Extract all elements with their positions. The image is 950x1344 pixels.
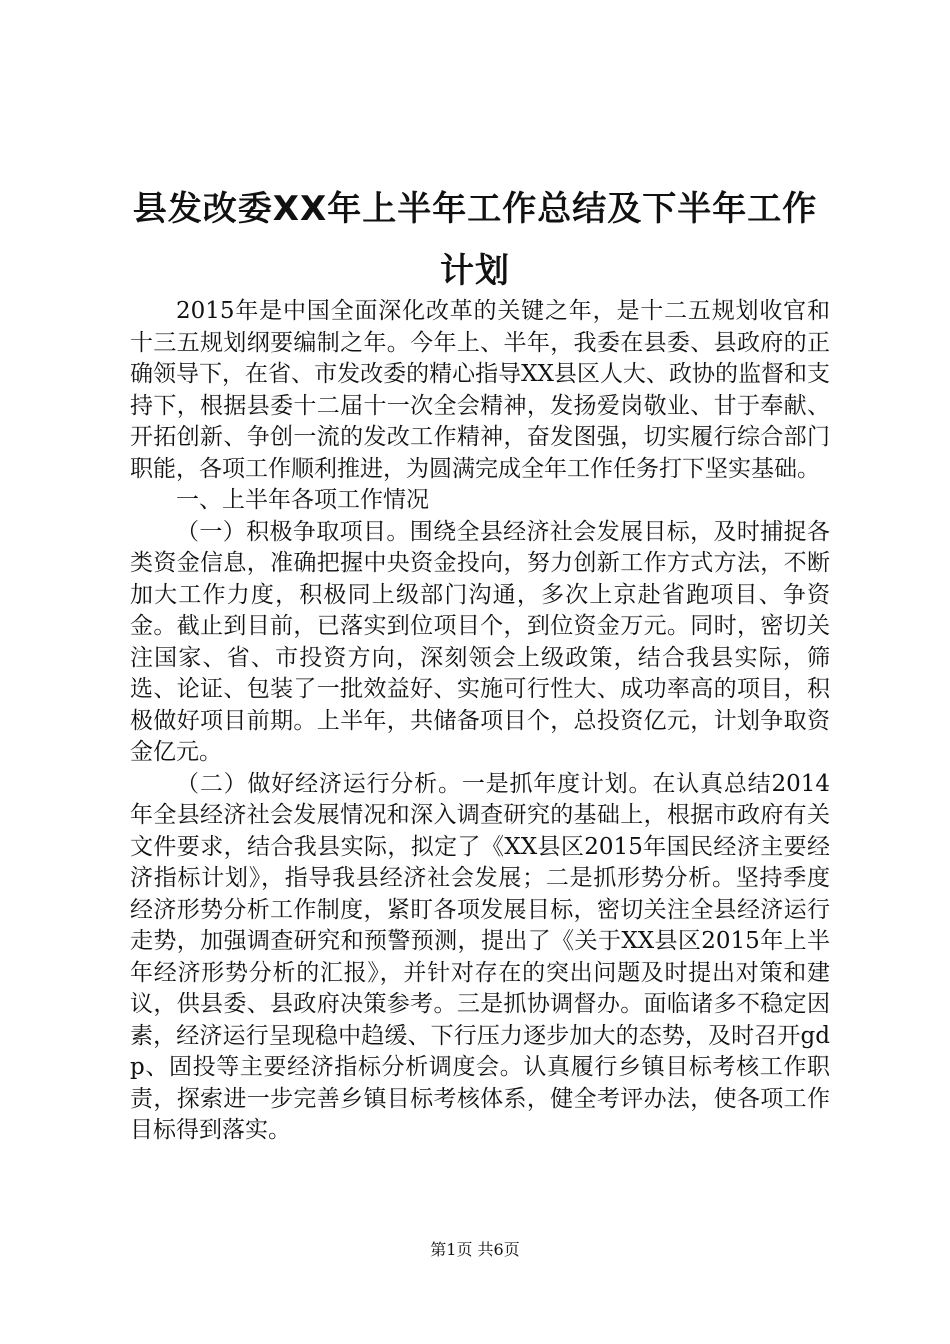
document-title: 县发改委XX年上半年工作总结及下半年工作计划: [132, 189, 818, 291]
paragraph-projects: （一）积极争取项目。围绕全县经济社会发展目标，及时捕捉各类资金信息，准确把握中央资金投向，努力创新工作方式方法，不断加大工作力度，积极同上级部门沟通，多次上京赴省跑项目、争资金。截止到目前，已落实到位项目个，到位资金万元。同时，密切关注国家、省、市投资方向，深刻领会上级政策，结合我县实际，筛选、论证、包装了一批效益好、实施可行性大、成功率高的项目，积极做好项目前期。上半年，共储备项目个，总投资亿元，计划争取资金亿元。: [130, 518, 830, 765]
section-heading: 一、上半年各项工作情况: [176, 487, 429, 513]
document-body: [130, 296, 830, 1147]
paragraph-economic-analysis: （二）做好经济运行分析。一是抓年度计划。在认真总结2014年全县经济社会发展情况和深入调查研究的基础上，根据市政府有关文件要求，结合我县实际，拟定了《XX县区2015年国民经济主要经济指标计划》，指导我县经济社会发展；二是抓形势分析。坚持季度经济形势分析工作制度，紧盯各项发展目标，密切关注全县经济运行走势，加强调查研究和预警预测，提出了《关于XX县区2015年上半年经济形势分析的汇报》，并针对存在的突出问题及时提出对策和建议，供县委、县政府决策参考。三是抓协调督办。面临诸多不稳定因素，经济运行呈现稳中趋缓、下行压力逐步加大的态势，及时召开gdp、固投等主要经济指标分析调度会。认真履行乡镇目标考核工作职责，探索进一步完善乡镇目标考核体系，健全考评办法，使各项工作目标得到落实。: [130, 770, 830, 1143]
page-footer: 第1页 共6页: [430, 1240, 520, 1259]
intro-paragraph: 2015年是中国全面深化改革的关键之年，是十二五规划收官和十三五规划纲要编制之年。今年上、半年，我委在县委、县政府的正确领导下，在省、市发改委的精心指导XX县区人大、政协的监督和支持下，根据县委十二届十一次全会精神，发扬爱岗敬业、甘于奉献、开拓创新、争创一流的发改工作精神，奋发图强，切实履行综合部门职能，各项工作顺利推进，为圆满完成全年工作任务打下坚实基础。: [130, 298, 830, 482]
